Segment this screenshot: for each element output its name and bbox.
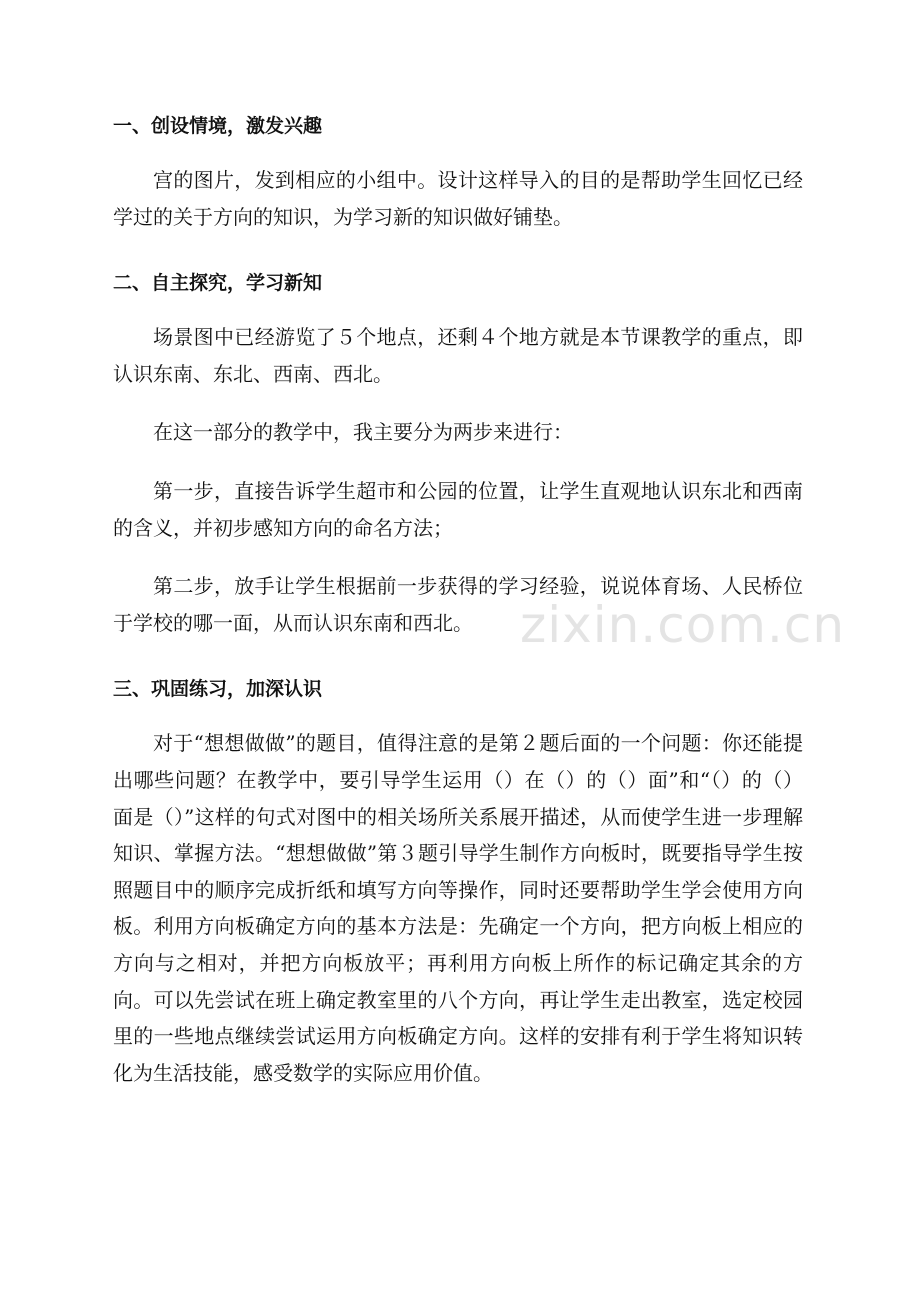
paragraph: 第二步，放手让学生根据前一步获得的学习经验，说说体育场、人民桥位于学校的哪一面，从而认识东南和西北。 (113, 574, 803, 635)
watermark: zixin.com.cn (520, 596, 846, 654)
document-body (113, 108, 803, 1091)
paragraph: 场景图中已经游览了５个地点，还剩４个地方就是本节课教学的重点，即认识东南、东北、西南、西北。 (113, 325, 803, 386)
paragraph: 在这一部分的教学中，我主要分为两步来进行： (153, 420, 573, 445)
section-heading-2: 二、自主探究，学习新知 (113, 272, 323, 295)
paragraph: 对于“想想做做”的题目，值得注意的是第２题后面的一个问题：你还能提出哪些问题？在教学中，要引导学生运用（）在（）的（）面”和“（）的（）面是（）”这样的句式对图中的相关场所关系展开描述，从而使学生进一步理解知识、掌握方法。“想想做做”第３题引导学生制作方向板时，既要指导学生按照题目中的顺序完成折纸和填写方向等操作，同时还要帮助学生学会使用方向板。利用方向板确定方向的基本方法是：先确定一个方向，把方向板上相应的方向与之相对，并把方向板放平；再利用方向板上所作的标记确定其余的方向。可以先尝试在班上确定教室里的八个方向，再让学生走出教室，选定校园里的一些地点继续尝试运用方向板确定方向。这样的安排有利于学生将知识转化为生活技能，感受数学的实际应用价值。 (113, 731, 803, 1085)
paragraph: 第一步，直接告诉学生超市和公园的位置，让学生直观地认识东北和西南的含义，并初步感知方向的命名方法； (113, 478, 803, 540)
paragraph: 宫的图片，发到相应的小组中。设计这样导入的目的是帮助学生回忆已经学过的关于方向的知识，为学习新的知识做好铺垫。 (113, 168, 803, 229)
section-heading-1: 一、创设情境，激发兴趣 (113, 115, 323, 137)
section-heading-3: 三、巩固练习，加深认识 (113, 678, 323, 701)
